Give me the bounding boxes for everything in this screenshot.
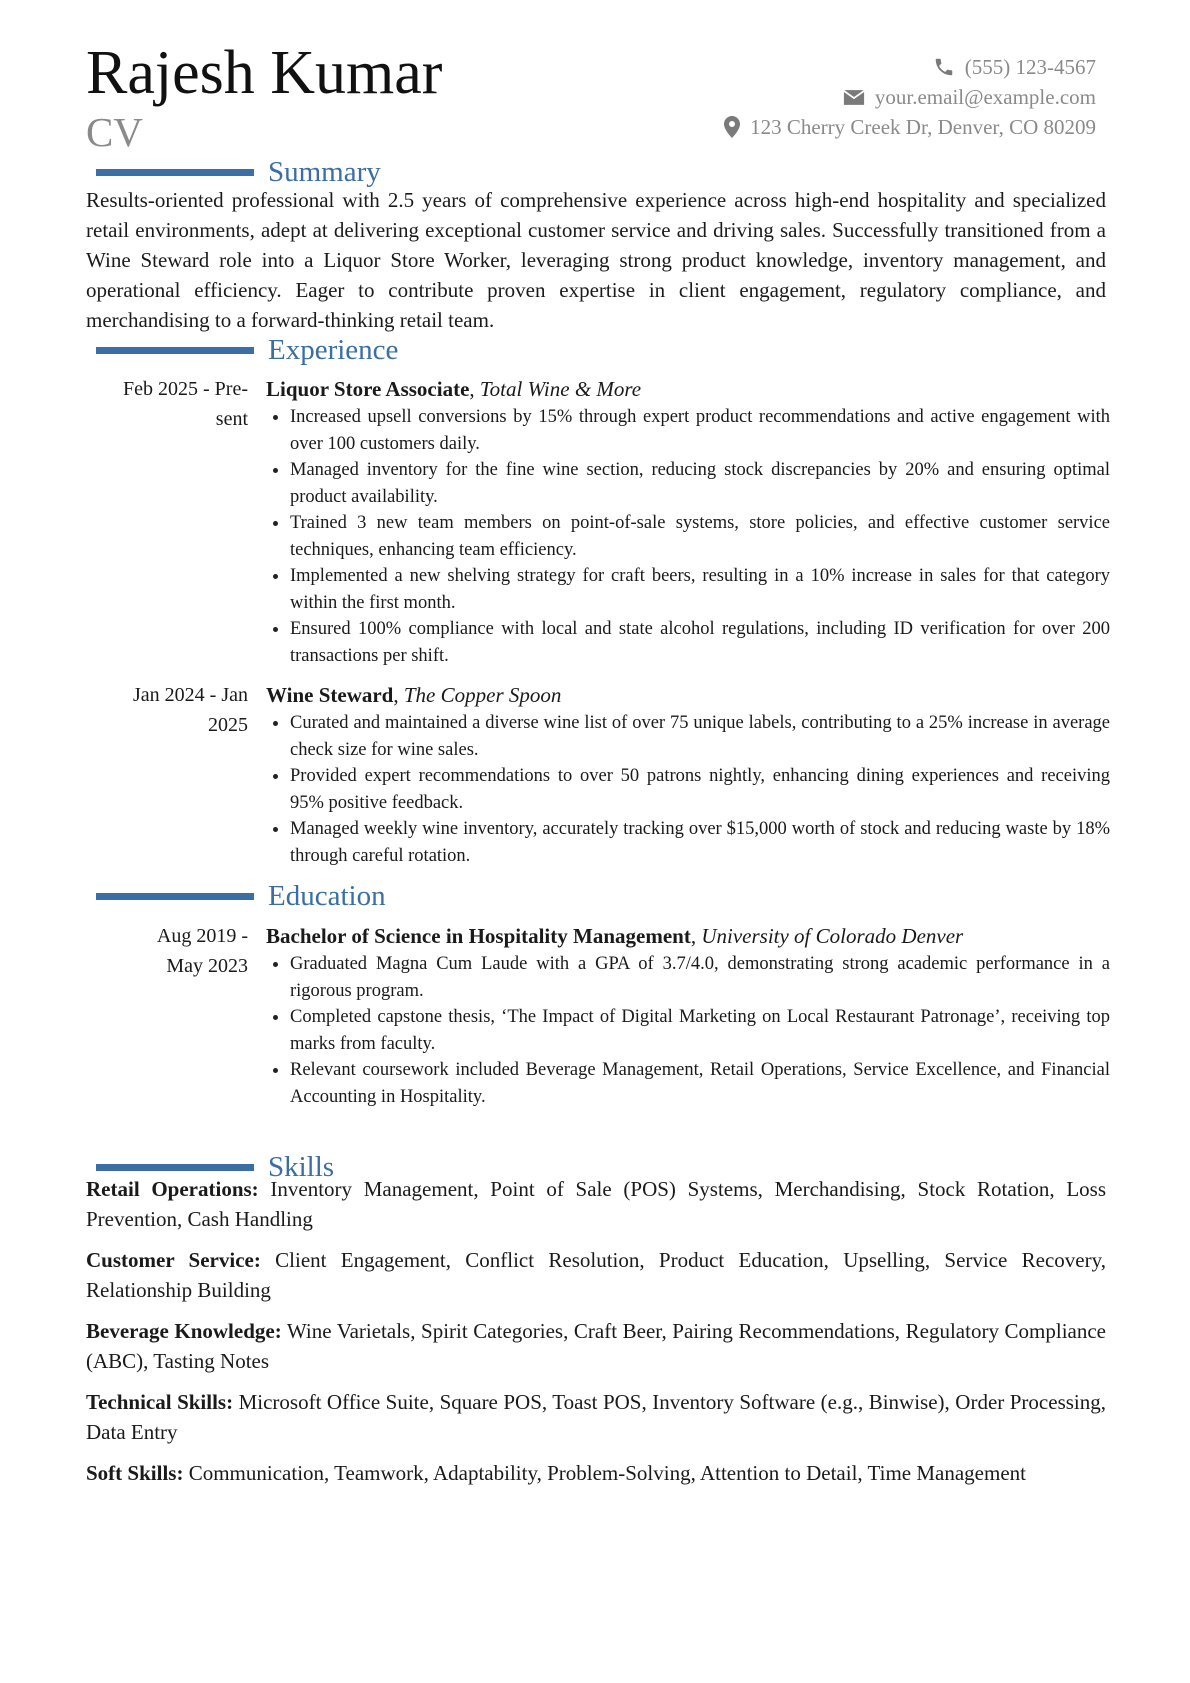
list-item: Increased upsell conversions by 15% through expert product recommendations and active engagement with over 100 customers daily. xyxy=(290,404,1110,457)
section-summary-heading xyxy=(96,158,381,187)
skill-group-items: Inventory Management, Point of Sale (POS) Systems, Merchandising, Stock Rotation, Loss Prevention, Cash Handling xyxy=(86,1177,1107,1231)
list-item: Ensured 100% compliance with local and state alcohol regulations, including ID verification for over 200 transactions per shift. xyxy=(290,616,1110,669)
job-title: Liquor Store Associate xyxy=(266,377,470,401)
bullet-list xyxy=(266,710,1110,869)
list-item: Implemented a new shelving strategy for craft beers, resulting in a 10% increase in sales for that category within the first month. xyxy=(290,563,1110,616)
list-item: Managed inventory for the fine wine section, reducing stock discrepancies by 20% and ensuring optimal product availability. xyxy=(290,457,1110,510)
employer: Total Wine & More xyxy=(479,377,642,401)
section-education-heading xyxy=(96,882,386,911)
list-item: Curated and maintained a diverse wine list of over 75 unique labels, contributing to a 25% increase in average check size for wine sales. xyxy=(290,710,1110,763)
candidate-name: Rajesh Kumar xyxy=(86,39,443,107)
skill-group xyxy=(86,1317,1106,1376)
skill-group-label: Customer Service: xyxy=(86,1248,261,1272)
list-item: Provided expert recommendations to over 50 patrons nightly, enhancing dining experiences and receiving 95% positive feedback. xyxy=(290,763,1110,816)
entry-date xyxy=(86,680,248,740)
bullet-list xyxy=(266,404,1110,669)
list-item: Trained 3 new team members on point-of-sale systems, store policies, and effective customer service techniques, enhancing team efficiency. xyxy=(290,510,1110,563)
section-experience-heading xyxy=(96,336,398,365)
entry-body xyxy=(266,680,1110,869)
contact-email xyxy=(724,82,1096,112)
skill-group-label: Beverage Knowledge: xyxy=(86,1319,282,1343)
skill-group xyxy=(86,1246,1106,1305)
envelope-icon xyxy=(843,89,865,106)
skill-group xyxy=(86,1459,1106,1489)
entry-date xyxy=(86,921,248,981)
section-title: Education xyxy=(268,880,386,912)
section-accent-bar xyxy=(96,347,254,354)
contact-address xyxy=(724,112,1096,142)
list-item: Graduated Magna Cum Laude with a GPA of 3.7/4.0, demonstrating strong academic performance in a rigorous program. xyxy=(290,951,1110,1004)
contact-phone xyxy=(724,52,1096,82)
summary-text: Results-oriented professional with 2.5 years of comprehensive experience across high-end hospitality and specialized retail environments, adept at delivering exceptional customer service and driving sales. Successfully transitioned from a Wine Steward role into a Liquor Store Worker, leveraging strong product knowledge, inventory management, and operational efficiency. Eager to contribute proven expertise in client engagement, regulatory compliance, and merchandising to a forward-thinking retail team. xyxy=(86,188,1106,332)
section-accent-bar xyxy=(96,1164,254,1171)
skill-group-label: Soft Skills: xyxy=(86,1461,184,1485)
skill-group-label: Retail Operations: xyxy=(86,1177,259,1201)
date-line: Aug 2019 - xyxy=(156,925,248,947)
institution: University of Colorado Denver xyxy=(701,924,964,948)
list-item: Managed weekly wine inventory, accurately tracking over $15,000 worth of stock and reducing waste by 18% through careful rotation. xyxy=(290,816,1110,869)
bullet-list xyxy=(266,951,1110,1110)
entry-date xyxy=(86,374,248,434)
section-title: Skills xyxy=(268,1151,335,1183)
section-accent-bar xyxy=(96,169,254,176)
phone-icon xyxy=(933,56,955,78)
job-title: Wine Steward xyxy=(266,683,394,707)
list-item: Completed capstone thesis, ‘The Impact of Digital Marketing on Local Restaurant Patronage’, receiving top marks from faculty. xyxy=(290,1004,1110,1057)
email-link[interactable]: your.email@example.com xyxy=(874,85,1096,109)
section-title: Experience xyxy=(268,334,399,366)
entry-heading: Wine Steward, The Copper Spoon xyxy=(266,683,562,707)
address-text: 123 Cherry Creek Dr, Denver, CO 80209 xyxy=(750,115,1096,139)
date-line: Feb 2025 - Pre- xyxy=(123,378,248,400)
date-line: May 2023 xyxy=(166,955,248,977)
skill-group-label: Technical Skills: xyxy=(86,1390,234,1414)
skill-group-items: Microsoft Office Suite, Square POS, Toast POS, Inventory Software (e.g., Binwise), Order Processing, Data Entry xyxy=(86,1390,1106,1444)
contact-block xyxy=(724,52,1096,142)
skills-list xyxy=(86,1175,1106,1501)
employer: The Copper Spoon xyxy=(403,683,562,707)
entry-body xyxy=(266,921,1110,1110)
section-title: Summary xyxy=(268,156,381,188)
date-line: sent xyxy=(215,408,248,430)
skill-group-items: Client Engagement, Conflict Resolution, Product Education, Upselling, Service Recovery, Relationship Building xyxy=(86,1248,1106,1302)
skill-group-items: Communication, Teamwork, Adaptability, Problem-Solving, Attention to Detail, Time Management xyxy=(188,1461,1026,1485)
entry-heading: Bachelor of Science in Hospitality Management, University of Colorado Denver xyxy=(266,924,964,948)
document-subtitle: CV xyxy=(86,109,143,155)
phone-text: (555) 123-4567 xyxy=(964,55,1096,79)
entry-body xyxy=(266,374,1110,669)
date-line: Jan 2024 - Jan xyxy=(133,684,248,706)
skill-group xyxy=(86,1388,1106,1447)
skill-group xyxy=(86,1175,1106,1234)
list-item: Relevant coursework included Beverage Management, Retail Operations, Service Excellence, and Financial Accounting in Hospitality. xyxy=(290,1057,1110,1110)
date-line: 2025 xyxy=(208,714,248,736)
degree-title: Bachelor of Science in Hospitality Management xyxy=(266,924,691,948)
entry-heading: Liquor Store Associate, Total Wine & More xyxy=(266,377,642,401)
skill-group-items: Wine Varietals, Spirit Categories, Craft Beer, Pairing Recommendations, Regulatory Compliance (ABC), Tasting Notes xyxy=(86,1319,1106,1373)
map-pin-icon xyxy=(724,116,740,138)
section-accent-bar xyxy=(96,893,254,900)
